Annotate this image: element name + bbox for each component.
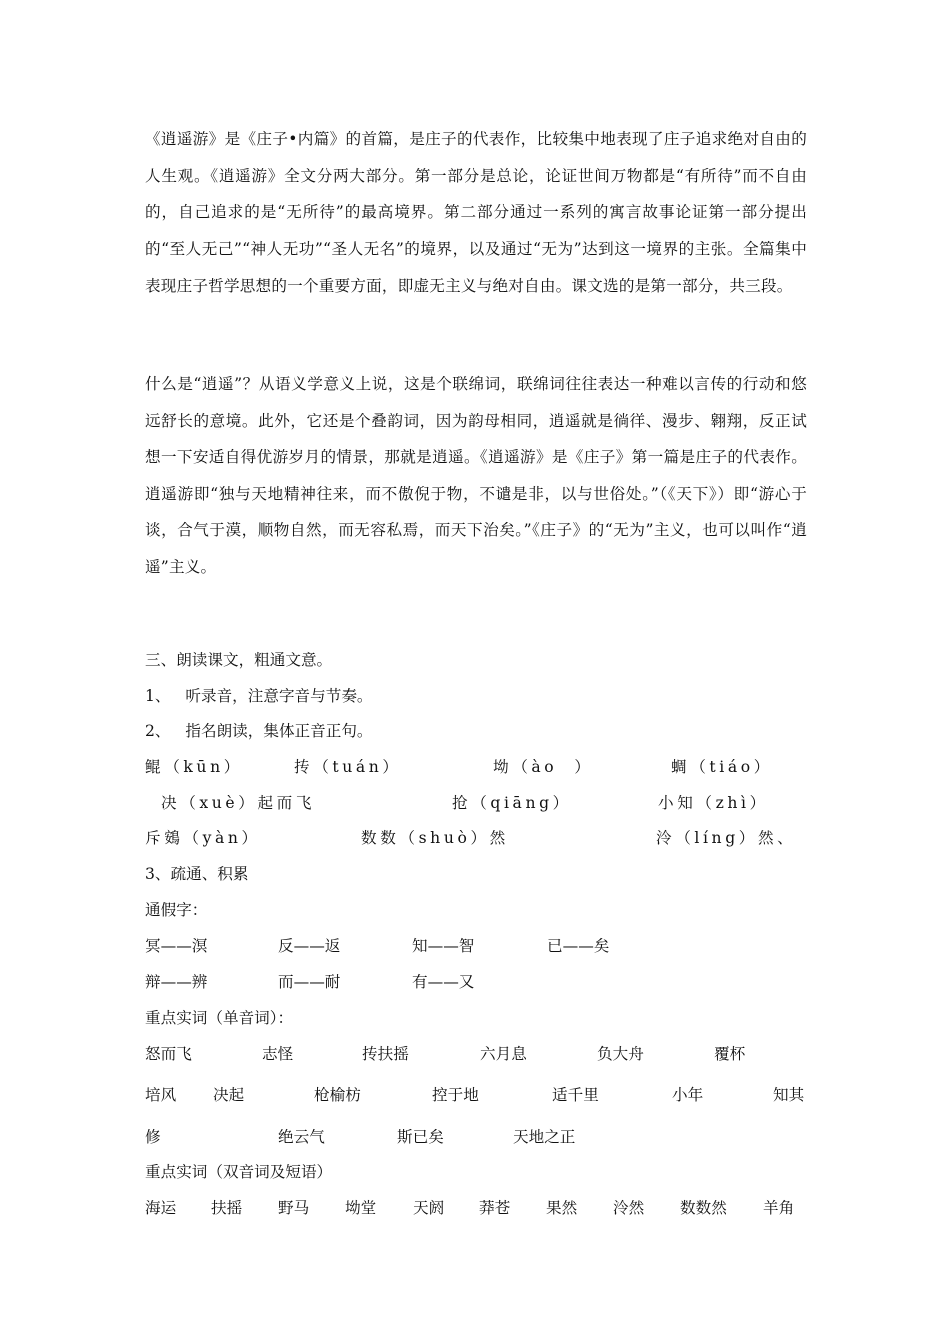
single-word-item: 斯已矣	[397, 1128, 444, 1146]
intro-paragraph-2: 什么是“逍遥”？从语义学意义上说，这是个联绵词，联绵词往往表达一种难以言传的行动和悠远舒长的意境。此外，它还是个叠韵词，因为韵母相同，逍遥就是徜徉、漫步、翱翔，反正试想一下安适自得优游岁月的情景，那就是逍遥。《逍遥游》是《庄子》第一篇是庄子的代表作。逍遥游即“独与天地精神往来，而不傲倪于物，不谴是非，以与世俗处。”（《天下》）即“游心于谈，合气于漠，顺物自然，而无容私焉，而天下治矣。”《庄子》的“无为”主义，也可以叫作“逍遥”主义。	[145, 375, 807, 576]
pronunciation-item: 小知（zhì）	[658, 794, 769, 812]
pronunciation-item: 斥鴳（yàn）	[145, 829, 261, 847]
intro-paragraph-1: 《逍遥游》是《庄子•内篇》的首篇，是庄子的代表作，比较集中地表现了庄子追求绝对自由的人生观。《逍遥游》全文分两大部分。第一部分是总论，论证世间万物都是“有所待”而不自由的，自己追求的是“无所待”的最高境界。第二部分通过一系列的寓言故事论证第一部分提出的“至人无己”“神人无功”“圣人无名”的境界，以及通过“无为”达到这一境界的主张。全篇集中表现庄子哲学思想的一个重要方面，即虚无主义与绝对自由。课文选的是第一部分，共三段。	[145, 130, 807, 295]
double-word-item: 坳堂	[345, 1199, 377, 1217]
pronunciation-item: 数数（shuò）然	[361, 829, 509, 847]
tongjia-row	[0, 970, 950, 996]
step-1: 1、 听录音，注意字音与节奏。	[145, 687, 373, 705]
single-word-item: 怒而飞	[145, 1045, 192, 1063]
single-word-item: 志怪	[262, 1045, 294, 1063]
tongjia-item: 有——又	[412, 973, 475, 991]
double-word-item: 野马	[278, 1199, 310, 1217]
double-word-item: 扶摇	[211, 1199, 243, 1217]
single-word-item: 抟扶摇	[362, 1045, 409, 1063]
pronunciation-item: 决（xuè）起而飞	[161, 794, 316, 812]
single-word-item: 知其	[773, 1086, 805, 1104]
single-word-item: 培风	[145, 1086, 177, 1104]
pronunciation-item: 鲲（kūn）	[145, 758, 243, 776]
pronunciation-item: 泠（líng）然、	[656, 829, 797, 847]
pronunciation-row	[0, 755, 950, 781]
single-word-item: 天地之正	[513, 1128, 576, 1146]
tongjia-item: 已——矣	[547, 937, 610, 955]
tongjia-item: 辩——辨	[145, 973, 208, 991]
double-word-item: 果然	[546, 1199, 578, 1217]
tongjia-heading: 通假字：	[145, 901, 208, 919]
single-word-item: 小年	[672, 1086, 704, 1104]
single-word-item: 六月息	[480, 1045, 527, 1063]
double-word-item: 天阏	[413, 1199, 445, 1217]
tongjia-item: 反——返	[278, 937, 341, 955]
single-word-item: 绝云气	[278, 1128, 325, 1146]
single-word-item: 负大舟	[597, 1045, 644, 1063]
single-word-row	[0, 1125, 950, 1151]
step-2: 2、 指名朗读，集体正音正句。	[145, 722, 373, 740]
pronunciation-item: 坳（ào ）	[493, 758, 594, 776]
single-word-item: 覆杯	[714, 1045, 746, 1063]
double-word-heading: 重点实词（双音词及短语）	[145, 1163, 333, 1181]
single-word-item: 修	[145, 1128, 161, 1146]
tongjia-row	[0, 934, 950, 960]
double-word-item: 数数然	[680, 1199, 727, 1217]
double-word-item: 泠然	[613, 1199, 645, 1217]
tongjia-item: 冥——溟	[145, 937, 208, 955]
pronunciation-item: 抟（tuán）	[294, 758, 402, 776]
single-word-row	[0, 1042, 950, 1068]
double-word-item: 海运	[145, 1199, 177, 1217]
pronunciation-row	[0, 791, 950, 817]
double-word-item: 羊角	[763, 1199, 795, 1217]
pronunciation-item: 蜩（tiáo）	[671, 758, 773, 776]
tongjia-item: 知——智	[412, 937, 475, 955]
double-word-row	[0, 1196, 950, 1222]
section-heading: 三、朗读课文，粗通文意。	[145, 651, 333, 669]
pronunciation-item: 抢（qiāng）	[452, 794, 572, 812]
tongjia-item: 而——耐	[278, 973, 341, 991]
single-word-item: 适千里	[552, 1086, 599, 1104]
single-word-item: 决起	[213, 1086, 245, 1104]
double-word-item: 莽苍	[479, 1199, 511, 1217]
single-word-item: 控于地	[432, 1086, 479, 1104]
single-word-row	[0, 1083, 950, 1109]
step-3: 3、疏通、积累	[145, 865, 249, 883]
pronunciation-row	[0, 826, 950, 852]
single-word-item: 枪榆枋	[314, 1086, 361, 1104]
single-word-heading: 重点实词（单音词）：	[145, 1009, 294, 1027]
